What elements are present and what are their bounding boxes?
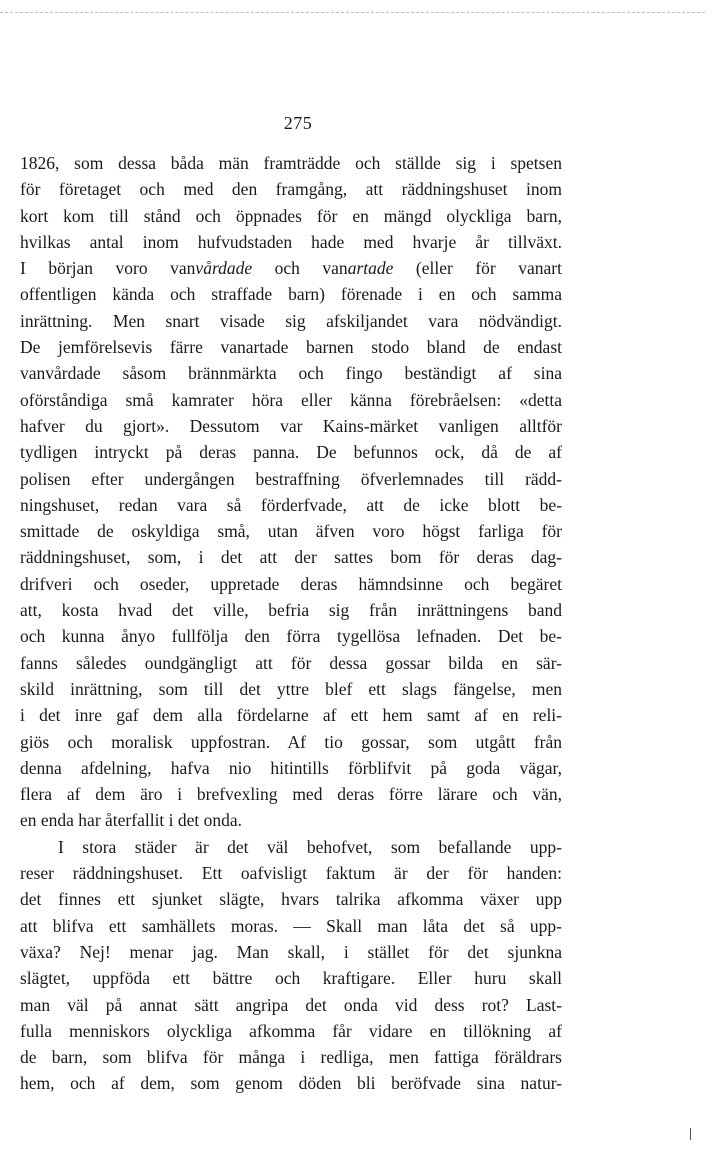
text-line — [20, 1044, 562, 1070]
text-line — [20, 755, 562, 781]
text-line — [20, 623, 562, 649]
text-segment: och kunna ånyo fullfölja den förra tygellösa lefnaden. Det be- — [20, 626, 562, 647]
text-segment: och van — [252, 258, 348, 279]
italic-text: artade — [347, 258, 394, 279]
text-segment: giös och moralisk uppfostran. Af tio gossar, som utgått från — [20, 731, 562, 752]
text-line — [20, 965, 562, 991]
text-segment: att blifva ett samhällets moras. — Skall man låta det så upp- — [20, 915, 562, 936]
text-segment: flera af dem äro i brefvexling med deras förre lärare och vän, — [20, 784, 562, 805]
text-line — [20, 387, 562, 413]
margin-mark — [690, 1128, 691, 1140]
text-line — [20, 860, 562, 886]
text-line — [20, 939, 562, 965]
text-segment: De jemförelsevis färre vanartade barnen stodo bland de endast — [20, 337, 562, 358]
text-segment: (eller för vanart — [393, 258, 562, 279]
body-text — [20, 150, 562, 1097]
text-segment: för företaget och med den framgång, att räddningshuset inom — [20, 179, 562, 200]
text-segment: oförståndiga små kamrater höra eller känna förebråelsen: «detta — [20, 389, 562, 410]
text-line — [20, 597, 562, 623]
text-segment: polisen efter undergången bestraffning öfverlemnades till rädd- — [20, 468, 562, 489]
italic-text: vårdade — [195, 258, 253, 279]
text-segment: I stora städer är det väl behofvet, som befallande upp- — [58, 836, 562, 857]
text-line — [20, 150, 562, 176]
text-line — [20, 308, 562, 334]
text-segment: en enda har återfallit i det onda. — [20, 810, 243, 831]
text-segment: hem, och af dem, som genom döden bli beröfvade sina natur- — [20, 1073, 562, 1094]
text-segment: slägtet, uppföda ett bättre och kraftigare. Eller huru skall — [20, 968, 562, 989]
text-segment: 1826, som dessa båda män framträdde och ställde sig i spetsen — [20, 153, 562, 173]
text-line — [20, 834, 562, 860]
text-line — [20, 729, 562, 755]
text-segment: inrättning. Men snart visade sig afskiljandet vara nödvändigt. — [20, 310, 562, 331]
text-line — [20, 992, 562, 1018]
text-line — [20, 807, 562, 833]
text-line — [20, 1018, 562, 1044]
text-line — [20, 439, 562, 465]
text-segment: växa? Nej! menar jag. Man skall, i stället för det sjunkna — [20, 941, 562, 962]
text-line — [20, 781, 562, 807]
text-line — [20, 334, 562, 360]
text-segment: det finnes ett sjunket slägte, hvars talrika afkomma växer upp — [20, 889, 562, 910]
page-top-edge — [0, 12, 705, 13]
text-line — [20, 1070, 562, 1096]
text-segment: man väl på annat sätt angripa det onda vid dess rot? Last- — [20, 994, 562, 1015]
text-line — [20, 466, 562, 492]
text-segment: reser räddningshuset. Ett oafvisligt faktum är der för handen: — [20, 863, 562, 884]
text-segment: i det inre gaf dem alla fördelarne af ett hem samt af en reli- — [20, 705, 562, 726]
text-segment: smittade de oskyldiga små, utan äfven voro högst farliga för — [20, 521, 562, 542]
text-segment: offentligen kända och straffade barn) förenade i en och samma — [20, 284, 562, 305]
text-line — [20, 702, 562, 728]
text-line — [20, 676, 562, 702]
text-segment: de barn, som blifva för många i redliga, men fattiga föräldrars — [20, 1047, 562, 1068]
text-line — [20, 571, 562, 597]
text-segment: fanns således oundgängligt att för dessa gossar bilda en sär- — [20, 652, 562, 673]
text-segment: skild inrättning, som till det yttre blef ett slags fängelse, men — [20, 678, 562, 699]
text-line — [20, 650, 562, 676]
text-segment: räddningshuset, som, i det att der sattes bom för deras dag- — [20, 547, 562, 568]
text-segment: kort kom till stånd och öppnades för en mängd olyckliga barn, — [20, 205, 562, 226]
text-line — [20, 913, 562, 939]
text-segment: drifveri och oseder, uppretade deras hämndsinne och begäret — [20, 573, 562, 594]
text-line — [20, 229, 562, 255]
text-segment: att, kosta hvad det ville, befria sig från inrättningens band — [20, 600, 562, 621]
text-segment: hvilkas antal inom hufvudstaden hade med hvarje år tillväxt. — [20, 231, 562, 252]
text-segment: I början voro van — [20, 258, 196, 279]
text-segment: denna afdelning, hafva nio hitintills förblifvit på goda vägar, — [20, 757, 562, 778]
text-segment: tydligen intryckt på deras panna. De befunnos ock, då de af — [20, 442, 562, 463]
text-line — [20, 518, 562, 544]
text-line — [20, 413, 562, 439]
text-line — [20, 544, 562, 570]
text-line — [20, 281, 562, 307]
text-segment: fulla menniskors olyckliga afkomma får vidare en tillökning af — [20, 1020, 562, 1041]
page-number: 275 — [283, 113, 313, 133]
text-line — [20, 176, 562, 202]
text-line — [20, 492, 562, 518]
text-line — [20, 255, 562, 281]
text-segment: ningshuset, redan vara så förderfvade, att de icke blott be- — [20, 494, 562, 515]
text-segment: vanvårdade såsom brännmärkta och fingo beständigt af sina — [20, 363, 562, 384]
text-segment: hafver du gjort». Dessutom var Kains-märket vanligen alltför — [20, 415, 562, 436]
text-line — [20, 360, 562, 386]
text-line — [20, 886, 562, 912]
text-line — [20, 203, 562, 229]
